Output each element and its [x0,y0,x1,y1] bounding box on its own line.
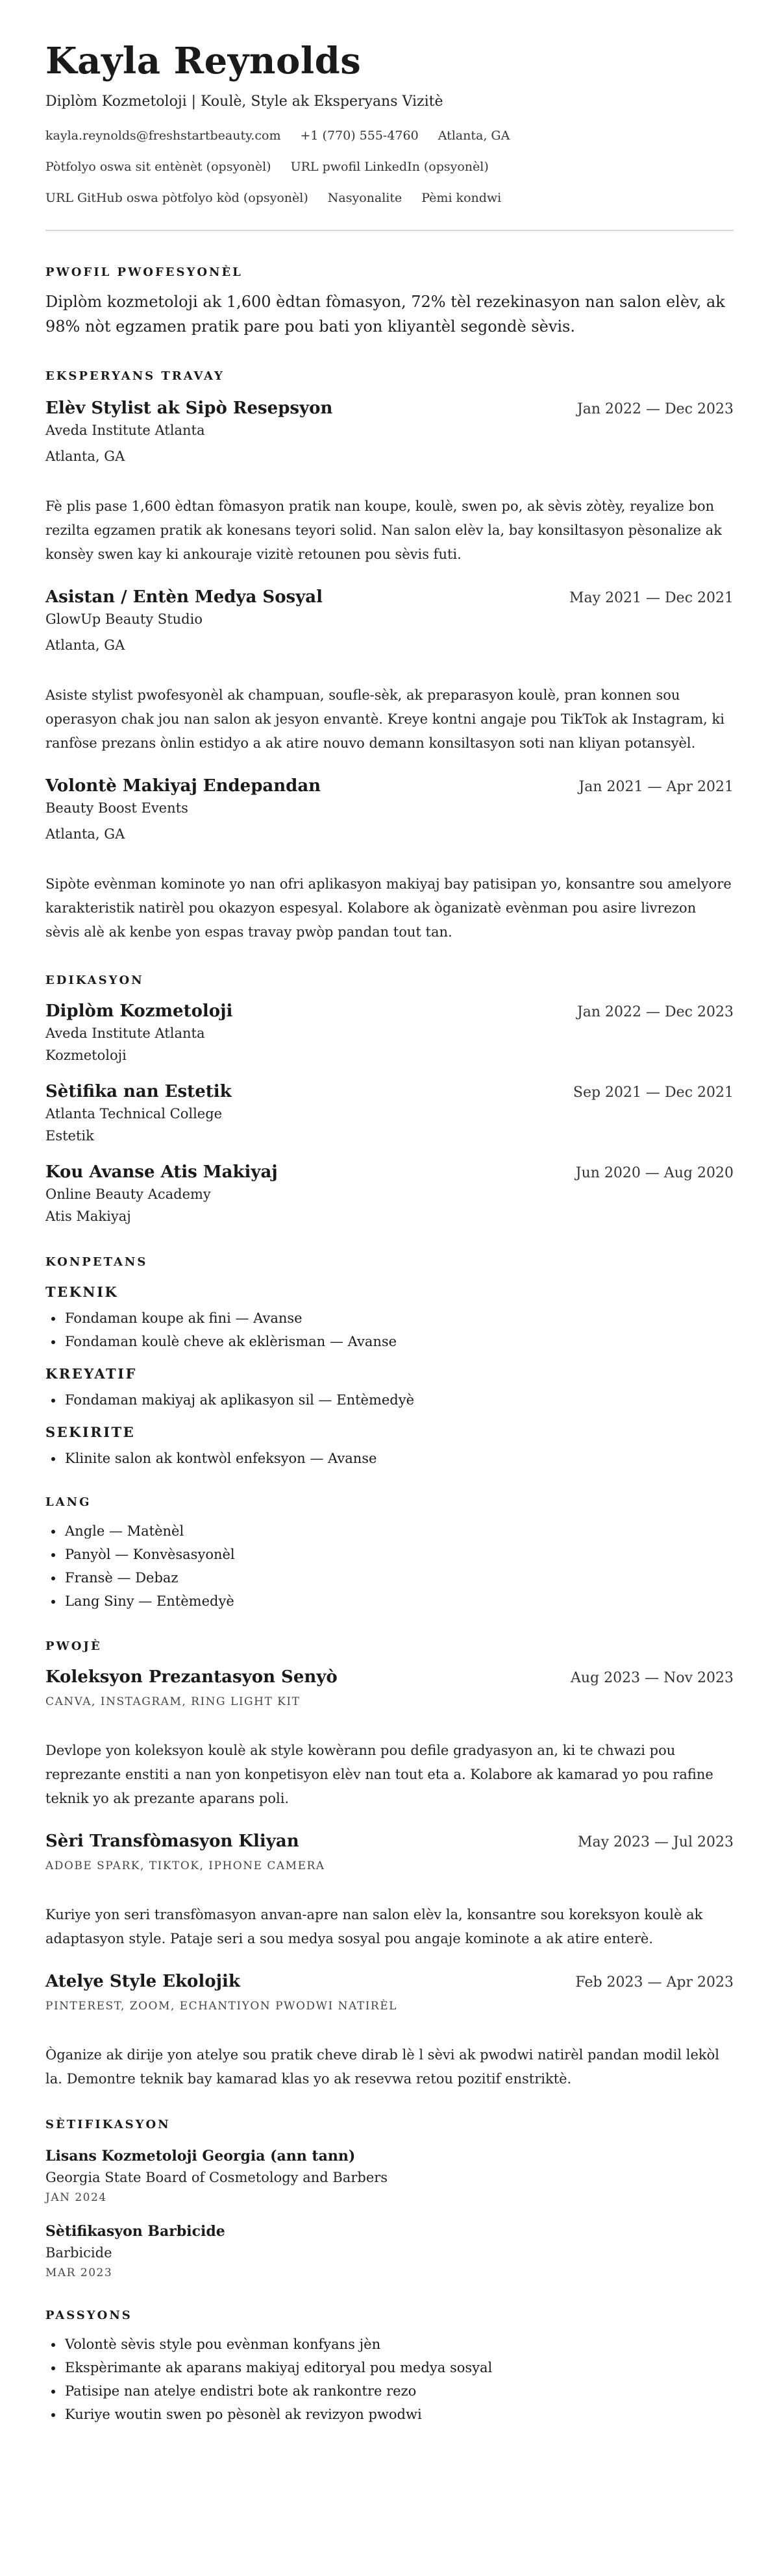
resume-header [45,38,734,208]
job-location: Atlanta, GA [45,826,125,842]
entry-header [45,1000,734,1022]
employer: Beauty Boost Events [45,800,188,816]
certification-title: Lisans Kozmetoloji Georgia (ann tann) [45,2148,356,2165]
degree-dates: Jan 2022 — Dec 2023 [576,1004,734,1020]
project-entry [45,1830,734,1951]
interests-section [45,2308,734,2426]
section-title: PWOJÈ [45,1639,102,1653]
experience-entry [45,775,734,944]
skill-item: • Klinite salon ak kontwòl enfeksyon — Avanse [64,1447,734,1470]
field: Estetik [45,1128,94,1144]
language-item: • Panyòl — Konvèsasyonèl [64,1543,734,1566]
job-dates: Jan 2021 — Apr 2021 [578,779,734,795]
skills-section [45,1255,734,1470]
section-title: EDIKASYON [45,974,144,987]
contact-row-extra [45,188,734,208]
contact-nationality: Nasyonalite [327,191,402,205]
skill-category: SEKIRITE [45,1424,136,1440]
section-title: LANG [45,1495,92,1509]
project-dates: Aug 2023 — Nov 2023 [570,1670,734,1686]
project-tools: CANVA, INSTAGRAM, RING LIGHT KIT [45,1695,301,1708]
job-description: Asiste stylist pwofesyonèl ak champuan, soufle-sèk, ak preparasyon koulè, pran konnen sou operasyon chak jou nan salon ak jesyon envantè. Kreye kontni angaje pou TikTok ak Instagram, ki ranfòse prezans ònlin estidyo a ak atire nouvo demann konsiltasyon soti nan kliyan potansyèl. [45,687,724,751]
certification-date: MAR 2023 [45,2266,113,2279]
languages-section [45,1495,734,1613]
job-dates: Jan 2022 — Dec 2023 [576,401,734,417]
project-entry [45,1970,734,2091]
project-title: Koleksyon Prezantasyon Senyò [45,1667,338,1687]
section-title: EKSPERYANS TRAVAY [45,369,225,383]
degree-title: Kou Avanse Atis Makiyaj [45,1162,278,1182]
section-title: SÈTIFIKASYON [45,2118,171,2131]
employer: GlowUp Beauty Studio [45,611,203,627]
field: Atis Makiyaj [45,1208,131,1224]
school: Atlanta Technical College [45,1106,223,1122]
skill-item: • Fondaman makiyaj ak aplikasyon sil — Entèmedyè [64,1388,734,1412]
language-item: • Lang Siny — Entèmedyè [64,1589,734,1613]
job-dates: May 2021 — Dec 2021 [569,590,734,606]
contact-email[interactable]: kayla.reynolds@freshstartbeauty.com [45,129,281,143]
project-tools: PINTEREST, ZOOM, ECHANTIYON PWODWI NATIRÈL [45,2000,397,2013]
skill-item: • Fondaman koupe ak fini — Avanse [64,1306,734,1330]
job-location: Atlanta, GA [45,637,125,653]
interest-item: • Ekspèrimante ak aparans makiyaj editoryal pou medya sosyal [64,2356,734,2379]
project-description: Devlope yon koleksyon koulè ak style kowèrann pou defile gradyasyon an, ki te chwazi pou reprezante enstiti a nan yon konpetisyon elèv nan tout eta a. Kolabore ak kamarad yo pou rafine teknik yo ak prezante aparans poli. [45,1743,713,1806]
entry-header [45,1666,734,1688]
projects-section [45,1639,734,2091]
entry-header [45,1970,734,1993]
section-title: PWOFIL PWOFESYONÈL [45,265,243,279]
language-item: • Fransè — Debaz [64,1566,734,1589]
school: Online Beauty Academy [45,1186,211,1202]
contact-permit: Pèmi kondwi [421,191,502,205]
job-description: Fè plis pase 1,600 èdtan fòmasyon pratik nan koupe, koulè, swen po, ak sèvis zòtèy, reyalize bon rezilta egzamen pratik ak konesans teyori solid. Nan salon elèv la, bay konsiltasyon pèsonalize ak konsèy swen kay ki ankouraje vizitè retounen pou sèvis futi. [45,498,722,562]
entry-header [45,397,734,419]
language-item: • Angle — Matènèl [64,1519,734,1543]
job-title: Asistan / Entèn Medya Sosyal [45,587,323,607]
entry-header [45,1081,734,1103]
section-title: KONPETANS [45,1255,148,1269]
job-description: Sipòte evènman kominote yo nan ofri aplikasyon makiyaj bay patisipan yo, konsantre sou amelyore karakteristik natirèl pou okazyon espesyal. Kolabore ak òganizatè evènman pou asire livrezon sèvis alè ak kenbe yon espas travay pwòp pandan tout tan. [45,876,732,940]
certification-entry [45,2221,734,2282]
contact-portfolio[interactable]: Pòtfolyo oswa sit entènèt (opsyonèl) [45,160,271,174]
project-title: Sèri Transfòmasyon Kliyan [45,1832,299,1851]
job-location: Atlanta, GA [45,448,125,464]
degree-title: Diplòm Kozmetoloji [45,1001,233,1021]
education-entry [45,1000,734,1066]
contact-row-primary [45,126,734,145]
degree-title: Sètifika nan Estetik [45,1082,232,1101]
headline: Diplòm Kozmetoloji | Koulè, Style ak Eksperyans Vizitè [45,93,443,110]
education-entry [45,1161,734,1227]
contact-row-links [45,157,734,177]
contact-location: Atlanta, GA [438,129,510,143]
certification-issuer: Barbicide [45,2245,112,2261]
interest-item: • Volontè sèvis style pou evènman konfyans jèn [64,2333,734,2356]
project-dates: Feb 2023 — Apr 2023 [575,1974,734,1991]
job-title: Elèv Stylist ak Sipò Resepsyon [45,399,333,418]
interest-item: • Patisipe nan atelye endistri bote ak rankontre rezo [64,2379,734,2403]
experience-entry [45,397,734,567]
section-title: PASSYONS [45,2309,132,2322]
entry-header [45,1830,734,1852]
contact-linkedin[interactable]: URL pwofil LinkedIn (opsyonèl) [290,160,489,174]
skill-list [45,1306,734,1353]
employer: Aveda Institute Atlanta [45,423,205,438]
experience-section [45,369,734,944]
project-description: Kuriye yon seri transfòmasyon anvan-apre nan salon elèv la, konsantre sou koreksyon koulè ak adaptasyon style. Pataje seri a sou medya sosyal pou angaje kominote a ak atire enterè. [45,1907,703,1946]
skill-category: TEKNIK [45,1284,119,1300]
job-title: Volontè Makiyaj Endepandan [45,776,321,796]
certifications-section [45,2117,734,2282]
education-entry [45,1081,734,1147]
profile-summary: Diplòm kozmetoloji ak 1,600 èdtan fòmasyon, 72% tèl rezekinasyon nan salon elèv, ak 98% nòt egzamen pratik pare pou bati yon kliyantèl segondè sèvis. [45,293,725,336]
entry-header [45,1161,734,1183]
degree-dates: Jun 2020 — Aug 2020 [575,1165,734,1181]
project-tools: ADOBE SPARK, TIKTOK, IPHONE CAMERA [45,1859,325,1872]
language-list [45,1519,734,1613]
certification-date: JAN 2024 [45,2191,107,2204]
contact-phone[interactable]: +1 (770) 555-4760 [300,129,419,143]
experience-entry [45,586,734,755]
interest-item: • Kuriye woutin swen po pèsonèl ak revizyon pwodwi [64,2403,734,2426]
contact-github[interactable]: URL GitHub oswa pòtfolyo kòd (opsyonèl) [45,191,308,205]
header-divider [45,230,734,231]
skill-item: • Fondaman koulè cheve ak eklèrisman — Avanse [64,1330,734,1353]
field: Kozmetoloji [45,1048,127,1063]
certification-title: Sètifikasyon Barbicide [45,2223,225,2240]
project-dates: May 2023 — Jul 2023 [577,1834,734,1850]
skill-category: KREYATIF [45,1366,137,1382]
project-title: Atelye Style Ekolojik [45,1972,240,1991]
certification-issuer: Georgia State Board of Cosmetology and Barbers [45,2170,388,2185]
project-entry [45,1666,734,1811]
entry-header [45,586,734,608]
project-description: Òganize ak dirije yon atelye sou pratik cheve dirab lè l sèvi ak pwodwi natirèl pandan modil lekòl la. Demontre teknik bay kamarad klas yo ak resevwa retou pozitif enstriktè. [45,2047,720,2087]
candidate-name: Kayla Reynolds [45,40,362,82]
interest-list [45,2333,734,2426]
profile-section [45,265,734,339]
education-section [45,973,734,1227]
degree-dates: Sep 2021 — Dec 2021 [573,1085,734,1101]
entry-header [45,775,734,797]
certification-entry [45,2146,734,2207]
skill-list [45,1388,734,1412]
skill-list [45,1447,734,1470]
school: Aveda Institute Atlanta [45,1025,205,1041]
